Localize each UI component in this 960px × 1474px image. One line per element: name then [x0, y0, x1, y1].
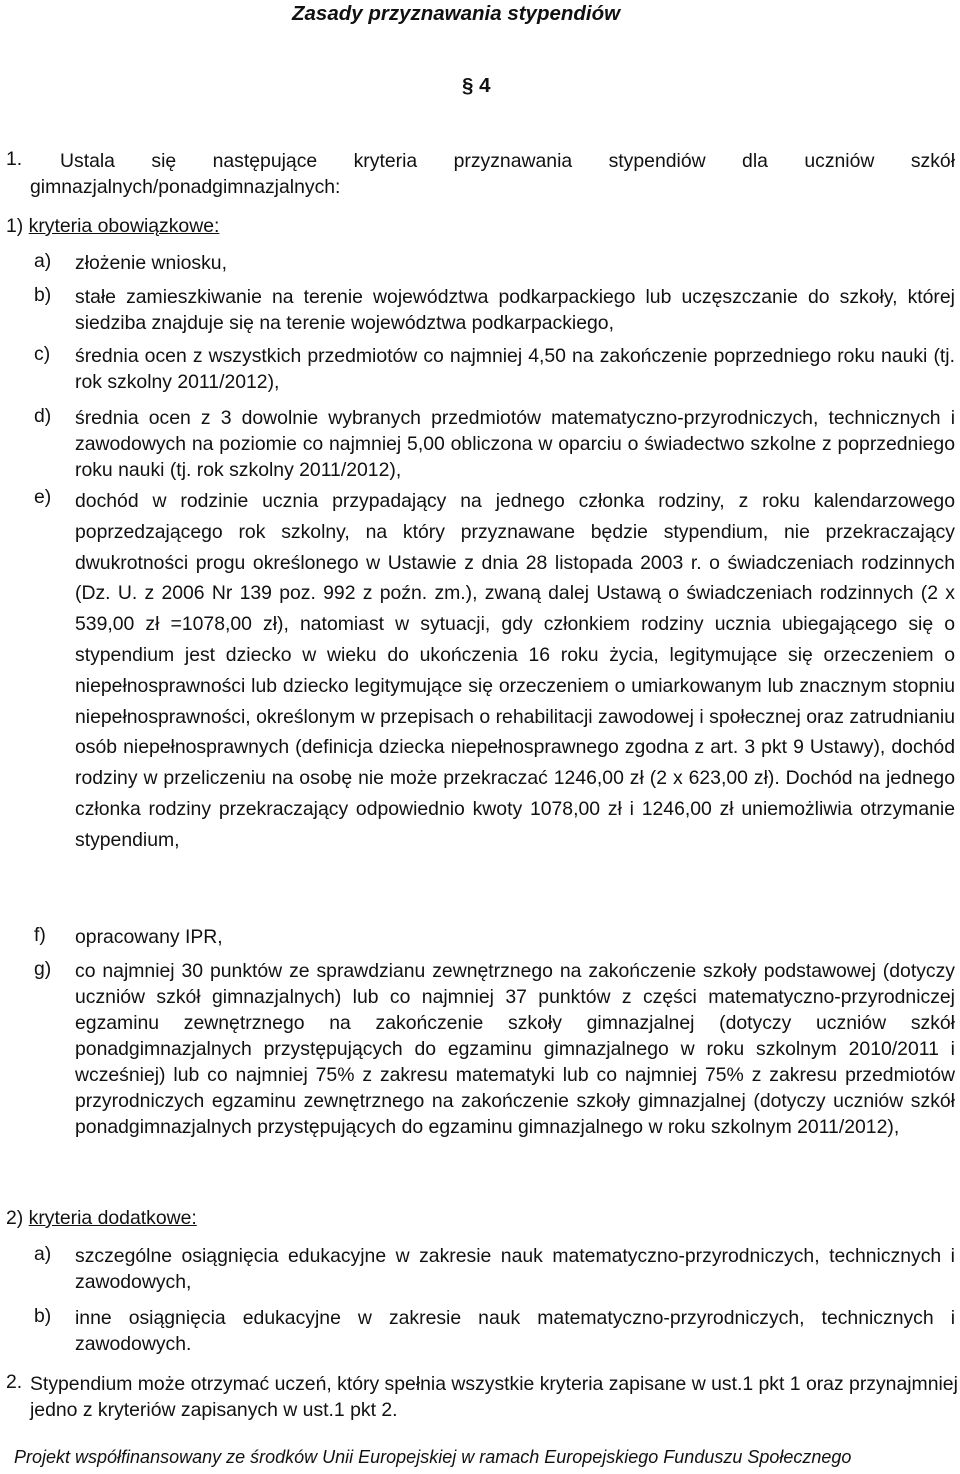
item-marker: b)	[34, 284, 52, 306]
criterion-d: średnia ocen z 3 dowolnie wybranych przedmiotów matematyczno-przyrodniczych, technicznych i zawodowych na poziomie co najmniej 5,00 obliczona w oparciu o świadectwo szkolne z poprzedniego roku nauki (tj. rok szkolny 2011/2012),	[75, 407, 955, 481]
mandatory-criteria-heading	[6, 215, 219, 238]
additional-label: kryteria dodatkowe:	[28, 1207, 197, 1229]
point-1-text: Ustala się następujące kryteria przyznawania stypendiów dla uczniów szkół gimnazjalnych/ponadgimnazjalnych:	[30, 150, 955, 198]
section-number: § 4	[462, 74, 491, 97]
criterion-f: opracowany IPR,	[75, 926, 223, 948]
item-marker: d)	[34, 405, 52, 427]
item-marker: b)	[34, 1305, 52, 1327]
point-2-number: 2.	[6, 1371, 23, 1393]
item-marker: e)	[34, 486, 52, 508]
document-title: Zasady przyznawania stypendiów	[292, 2, 621, 25]
additional-criterion-a: szczególne osiągnięcia edukacyjne w zakresie nauk matematyczno-przyrodniczych, technicznych i zawodowych,	[75, 1245, 955, 1293]
footer-note: Projekt współfinansowany ze środków Unii Europejskiej w ramach Europejskiego Funduszu Społecznego	[14, 1447, 852, 1467]
point-1-number: 1.	[6, 148, 23, 170]
point-2-text: Stypendium może otrzymać uczeń, który spełnia wszystkie kryteria zapisane w ust.1 pkt 1 oraz przynajmniej jedno z kryteriów zapisanych w ust.1 pkt 2.	[30, 1373, 958, 1421]
item-marker: a)	[34, 250, 52, 272]
item-marker: a)	[34, 1243, 52, 1265]
item-marker: g)	[34, 958, 52, 980]
additional-number: 2)	[6, 1207, 24, 1229]
additional-criteria-heading	[6, 1207, 197, 1230]
mandatory-label: kryteria obowiązkowe:	[28, 215, 220, 237]
mandatory-number: 1)	[6, 215, 24, 237]
criterion-b: stałe zamieszkiwanie na terenie województwa podkarpackiego lub uczęszczanie do szkoły, której siedziba znajduje się na terenie województwa podkarpackiego,	[75, 286, 955, 334]
item-marker: c)	[34, 343, 51, 365]
criterion-e: dochód w rodzinie ucznia przypadający na jednego członka rodziny, z roku kalendarzowego poprzedzającego rok szkolny, na który przyznawane będzie stypendium, nie przekraczający dwukrotności progu określonego w Ustawie z dnia 28 listopada 2003 r. o świadczeniach rodzinnych (Dz. U. z 2006 Nr 139 poz. 992 z poźn. zm.), zwaną dalej Ustawą o świadczeniach rodzinnych (2 x 539,00 zł =1078,00 zł), natomiast w sytuacji, gdy członkiem rodziny ucznia ubiegającego się o stypendium jest dziecko w wieku do ukończenia 16 roku życia, legitymujące się orzeczeniem o niepełnosprawności lub dziecko legitymujące się orzeczeniem o umiarkowanym lub znacznym stopniu niepełnosprawności, określonym w przepisach o rehabilitacji zawodowej i społecznej oraz zatrudnianiu osób niepełnosprawnych (definicja dziecka niepełnosprawnego zgodna z art. 3 pkt 9 Ustawy), dochód rodziny w przeliczeniu na osobę nie może przekraczać 1246,00 zł (2 x 623,00 zł). Dochód na jednego członka rodziny przekraczający odpowiednio kwoty 1078,00 zł i 1246,00 zł uniemożliwia otrzymanie stypendium,	[75, 490, 955, 851]
criterion-a: złożenie wniosku,	[75, 252, 227, 274]
criterion-c: średnia ocen z wszystkich przedmiotów co najmniej 4,50 na zakończenie poprzedniego roku nauki (tj. rok szkolny 2011/2012),	[75, 345, 955, 393]
additional-criterion-b: inne osiągnięcia edukacyjne w zakresie nauk matematyczno-przyrodniczych, technicznych i zawodowych.	[75, 1307, 955, 1355]
item-marker: f)	[34, 924, 46, 946]
criterion-g: co najmniej 30 punktów ze sprawdzianu zewnętrznego na zakończenie szkoły podstawowej (dotyczy uczniów szkół gimnazjalnych) lub co najmniej 37 punktów z części matematyczno-przyrodniczej egzaminu zewnętrznego na zakończenie szkoły gimnazjalnej (dotyczy uczniów szkół ponadgimnazjalnych przystępujących do egzaminu gimnazjalnego w roku szkolnym 2010/2011 i wcześniej) lub co najmniej 75% z zakresu matematyki lub co najmniej 75% z zakresu przedmiotów przyrodniczych egzaminu zewnętrznego na zakończenie szkoły gimnazjalnej (dotyczy uczniów szkół ponadgimnazjalnych przystępujących do egzaminu gimnazjalnego w roku szkolnym 2011/2012),	[75, 960, 955, 1138]
